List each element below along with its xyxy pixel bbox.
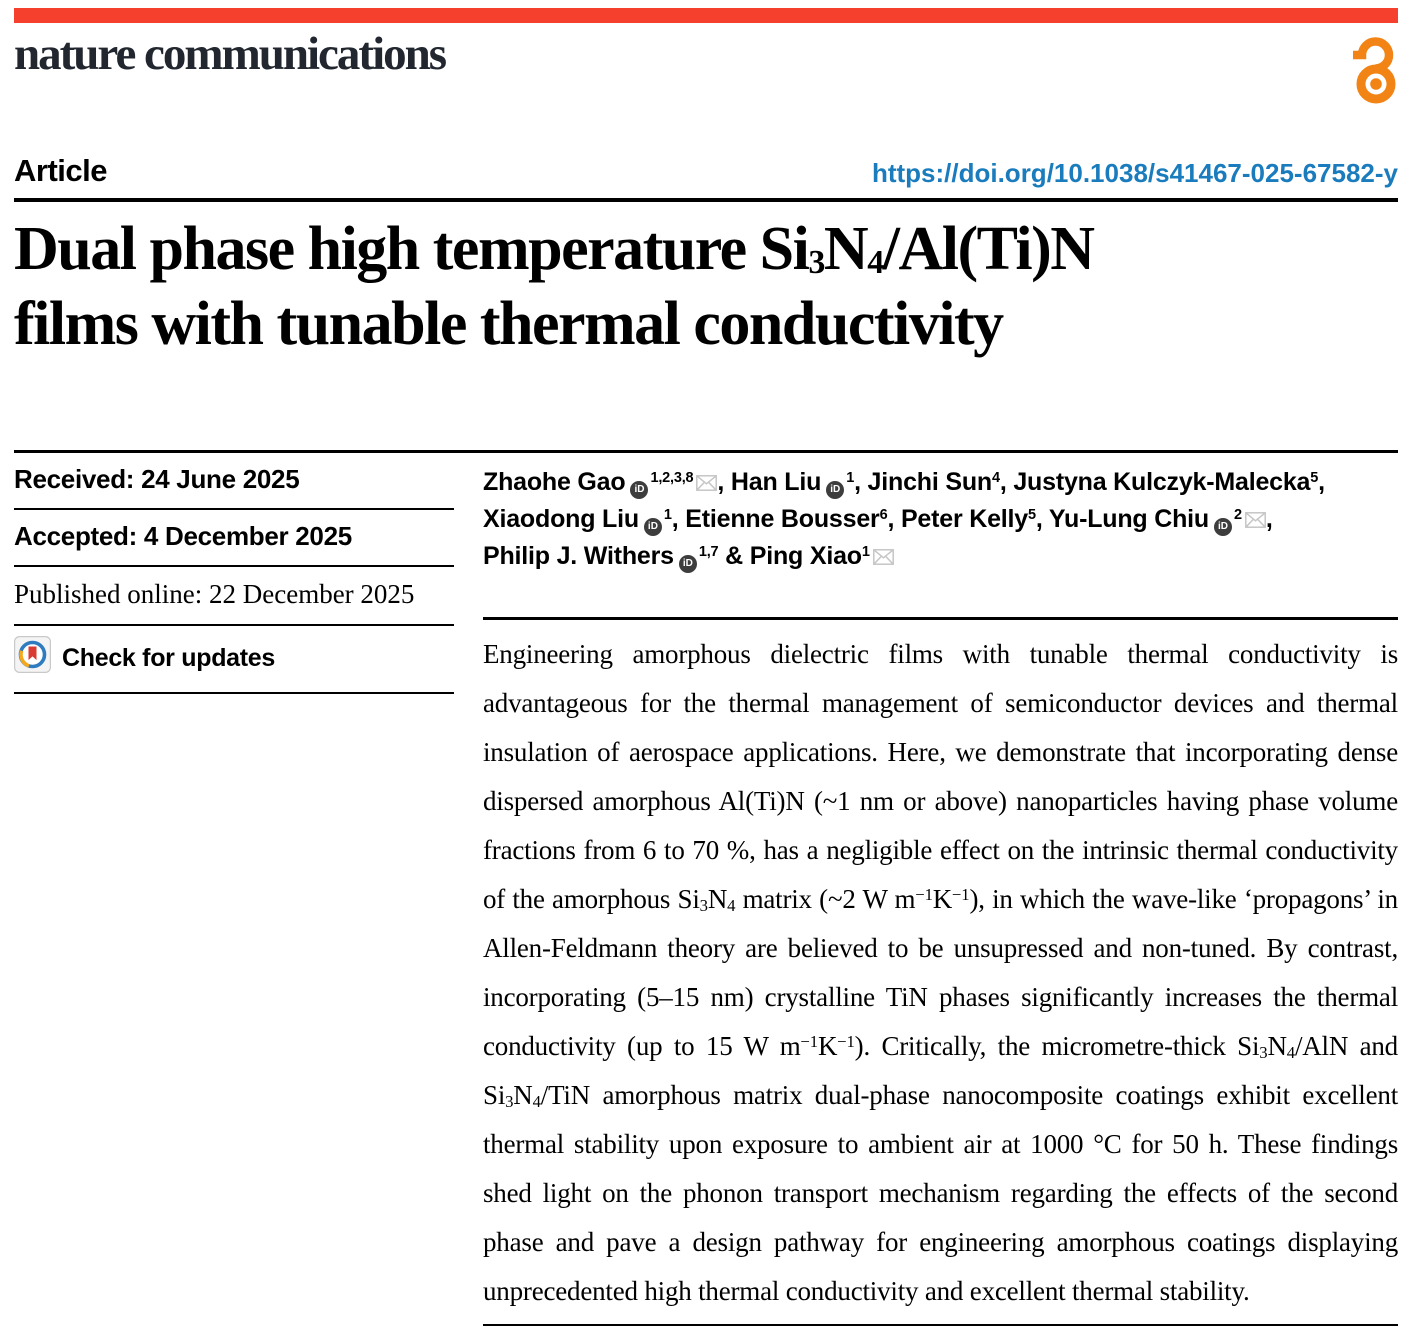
orcid-id-icon[interactable]: iD xyxy=(644,518,662,536)
author-line-2: Xiaodong Liu $iD^1$, Etienne Bousser$^6$, Peter Kelly$^5$, Yu-Lung Chiu $iD^2$ , xyxy=(483,501,1398,538)
article-body-column xyxy=(483,453,1398,1326)
abstract-text: Engineering amorphous dielectric films with tunable thermal conductivity is advantageous for the thermal management of semiconductor devices and thermal insulation of aerospace applications. Here, we demonstrate that incorporating dense dispersed amorphous Al(Ti)N (~1 nm or above) nanoparticles having phase volume fractions from 6 to 70 %, has a negligible effect on the intrinsic thermal conductivity of the amorphous $Si_3N_4$ matrix (~2 W $m^{-1}K^{-1}$), in which the wave-like ‘propagons’ in Allen-Feldmann theory are believed to be unsupressed and non-tuned. By contrast, incorporating (5–15 nm) crystalline TiN phases significantly increases the thermal conductivity (up to 15 W $m^{-1}K^{-1}$). Critically, the micrometre-thick $Si_3N_4$/AlN and $Si_3N_4$/TiN amorphous matrix dual-phase nanocomposite coatings exhibit excellent thermal stability upon exposure to ambient air at 1000 °C for 50 h. These findings shed light on the phonon transport mechanism regarding the effects of the second phase and pave a design pathway for engineering amorphous coatings displaying unprecedented high thermal conductivity and excellent thermal stability. xyxy=(483,639,1398,1306)
header-divider xyxy=(14,198,1398,202)
masthead-red-bar xyxy=(14,8,1398,23)
received-date: Received: 24 June 2025 xyxy=(14,453,454,510)
orcid-id-icon[interactable]: iD xyxy=(826,481,844,499)
doi-link[interactable]: https://doi.org/10.1038/s41467-025-67582-y xyxy=(871,158,1398,188)
author-list xyxy=(483,453,1398,575)
email-envelope-icon[interactable] xyxy=(873,539,894,575)
check-for-updates-button[interactable] xyxy=(14,626,454,694)
article-type-label: Article xyxy=(14,153,107,188)
author-line-3: Philip J. Withers iD$^{1,7}$ & Ping Xiao$^1$ xyxy=(483,538,1398,575)
email-envelope-icon[interactable] xyxy=(696,465,717,501)
author-line-1: Zhaohe Gao iD$^{1,2,3,8}$ , Han Liu $iD^1$, Jinchi Sun$^4$, Justyna Kulczyk-Malecka$^5$, xyxy=(483,464,1398,501)
content-columns xyxy=(14,453,1398,1326)
abstract-divider xyxy=(483,617,1398,620)
crossmark-circle-icon xyxy=(14,636,51,680)
title-line-1: Dual phase high temperature $Si_3N_4/Al(Ti)N$ xyxy=(14,215,1094,283)
orcid-id-icon[interactable]: iD xyxy=(679,555,697,573)
page-title xyxy=(14,212,1398,362)
email-envelope-icon[interactable] xyxy=(1245,502,1266,538)
orcid-id-icon[interactable]: iD xyxy=(1214,518,1232,536)
check-for-updates-label: Check for updates xyxy=(62,643,276,672)
journal-logo: nature communications xyxy=(14,28,446,80)
title-line-2: films with tunable thermal conductivity xyxy=(14,290,1003,358)
article-page xyxy=(0,8,1412,1326)
article-info-column xyxy=(14,453,454,694)
article-header-row xyxy=(14,153,1398,189)
published-date: Published online: 22 December 2025 xyxy=(14,567,454,626)
open-access-lock-icon[interactable] xyxy=(1350,35,1398,110)
accepted-date: Accepted: 4 December 2025 xyxy=(14,510,454,567)
masthead xyxy=(14,23,1398,153)
orcid-id-icon[interactable]: iD xyxy=(630,481,648,499)
